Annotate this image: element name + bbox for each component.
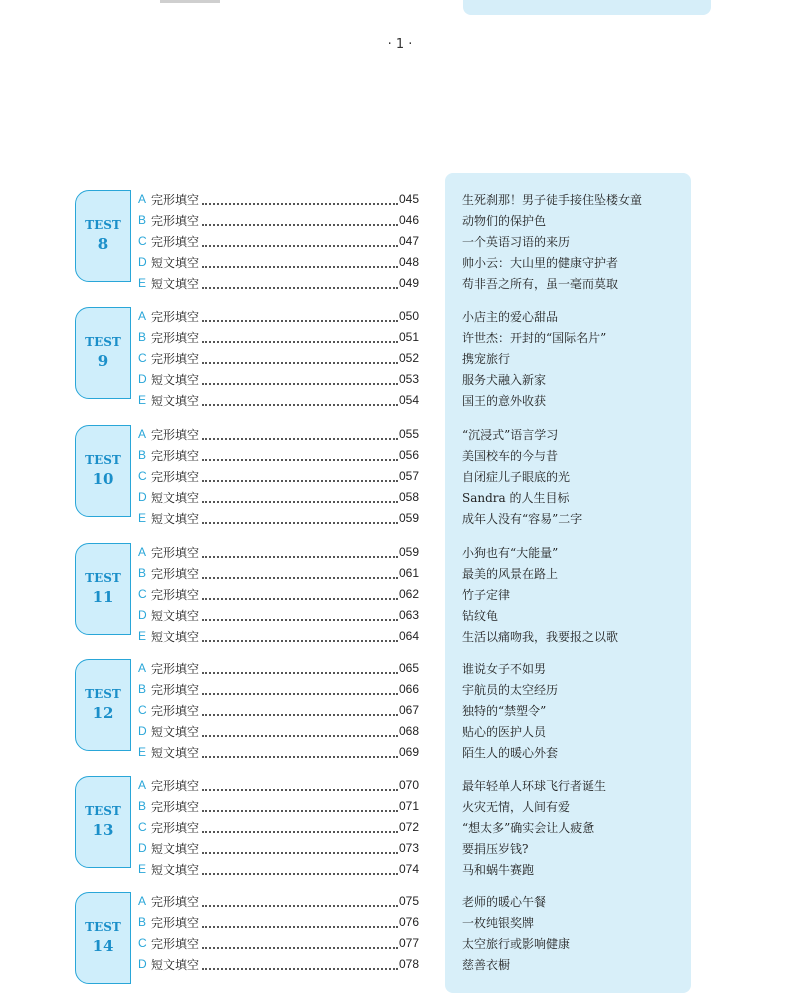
entry-page-number: 076 — [399, 915, 420, 929]
entry-page-number: 070 — [399, 778, 420, 792]
test-badge-number: 9 — [97, 352, 109, 370]
entry-page-number: 063 — [399, 608, 420, 622]
dot-leader — [202, 329, 398, 343]
entry-letter: D — [138, 490, 147, 504]
entry-title: 独特的“禁塑令” — [462, 704, 547, 718]
entry-letter: C — [138, 469, 147, 483]
dot-leader — [202, 681, 398, 695]
entry-type: 完形填空 — [151, 821, 200, 835]
toc-entry[interactable] — [0, 659, 790, 680]
entry-letter: A — [138, 661, 147, 675]
entry-type: 完形填空 — [151, 235, 200, 249]
dot-leader — [202, 723, 398, 737]
entry-title: 要捐压岁钱? — [462, 842, 529, 856]
entry-letter: E — [138, 393, 147, 407]
entry-title: 陌生人的暖心外套 — [462, 746, 559, 760]
entry-page-number: 059 — [399, 545, 420, 559]
toc-entry[interactable] — [0, 328, 790, 349]
test-badge-number: 13 — [92, 821, 114, 839]
entry-type: 完形填空 — [151, 588, 200, 602]
toc-entry[interactable] — [0, 776, 790, 797]
entry-page-number: 071 — [399, 799, 420, 813]
entry-type: 完形填空 — [151, 779, 200, 793]
test-group — [0, 647, 790, 760]
dot-leader — [202, 840, 398, 854]
entry-letter: A — [138, 309, 147, 323]
dot-leader — [202, 308, 398, 322]
entry-title: 老师的暖心午餐 — [462, 895, 547, 909]
dot-leader — [202, 447, 398, 461]
entry-title: 最年轻单人环球飞行者诞生 — [462, 779, 607, 793]
entry-page-number: 062 — [399, 587, 420, 601]
entry-letter: A — [138, 894, 147, 908]
entry-title: 小狗也有“大能量” — [462, 546, 559, 560]
entry-page-number: 049 — [399, 276, 420, 290]
entry-page-number: 078 — [399, 957, 420, 971]
entry-title: “沉浸式”语言学习 — [462, 428, 559, 442]
dot-leader — [202, 956, 398, 970]
entry-title: 一枚纯银奖牌 — [462, 916, 535, 930]
entry-title: Sandra 的人生目标 — [462, 491, 570, 505]
entry-type: 短文填空 — [151, 512, 200, 526]
entry-page-number: 068 — [399, 724, 420, 738]
toc-entry[interactable] — [0, 892, 790, 913]
toc-entry[interactable] — [0, 190, 790, 211]
dot-leader — [202, 544, 398, 558]
dot-leader — [202, 660, 398, 674]
entry-page-number: 066 — [399, 682, 420, 696]
entry-page-number: 057 — [399, 469, 420, 483]
toc-entry[interactable] — [0, 627, 790, 648]
dot-leader — [202, 935, 398, 949]
entry-type: 完形填空 — [151, 800, 200, 814]
dot-leader — [202, 510, 398, 524]
dot-leader — [202, 628, 398, 642]
entry-page-number: 053 — [399, 372, 420, 386]
toc-entry[interactable] — [0, 349, 790, 370]
toc-entry[interactable] — [0, 467, 790, 488]
entry-title: 服务犬融入新家 — [462, 373, 547, 387]
entry-letter: A — [138, 192, 147, 206]
entry-letter: C — [138, 234, 147, 248]
entry-letter: B — [138, 213, 147, 227]
entry-type: 完形填空 — [151, 895, 200, 909]
entry-page-number: 061 — [399, 566, 420, 580]
entry-title: “想太多”确实会让人疲惫 — [462, 821, 595, 835]
dot-leader — [202, 777, 398, 791]
toc-entry[interactable] — [0, 391, 790, 412]
dot-leader — [202, 350, 398, 364]
entry-page-number: 052 — [399, 351, 420, 365]
entry-title: 国王的意外收获 — [462, 394, 547, 408]
toc-entry[interactable] — [0, 370, 790, 391]
dot-leader — [202, 371, 398, 385]
entry-type: 完形填空 — [151, 193, 200, 207]
entry-page-number: 075 — [399, 894, 420, 908]
test-group — [0, 295, 790, 408]
toc-entry[interactable] — [0, 797, 790, 818]
test-badge-label: TEST — [85, 335, 121, 349]
dot-leader — [202, 254, 398, 268]
entry-type: 完形填空 — [151, 470, 200, 484]
entry-title: 美国校车的今与昔 — [462, 449, 559, 463]
entry-page-number: 069 — [399, 745, 420, 759]
test-badge-label: TEST — [85, 687, 121, 701]
dot-leader — [202, 861, 398, 875]
entry-page-number: 054 — [399, 393, 420, 407]
entry-page-number: 077 — [399, 936, 420, 950]
toc-entry[interactable] — [0, 585, 790, 606]
entry-type: 完形填空 — [151, 937, 200, 951]
entry-letter: B — [138, 915, 147, 929]
entry-type: 短文填空 — [151, 609, 200, 623]
entry-page-number: 072 — [399, 820, 420, 834]
entry-page-number: 046 — [399, 213, 420, 227]
entry-letter: C — [138, 351, 147, 365]
test-badge-number: 11 — [92, 588, 114, 606]
toc-entry[interactable] — [0, 701, 790, 722]
entry-letter: E — [138, 276, 147, 290]
entry-letter: B — [138, 330, 147, 344]
entry-type: 完形填空 — [151, 546, 200, 560]
entry-title: 宇航员的太空经历 — [462, 683, 559, 697]
entry-title: 火灾无情，人间有爱 — [462, 800, 571, 814]
dot-leader — [202, 233, 398, 247]
dot-leader — [202, 914, 398, 928]
entry-title: 钻纹龟 — [462, 609, 499, 623]
test-badge-number: 10 — [92, 470, 114, 488]
dot-leader — [202, 392, 398, 406]
test-group — [0, 531, 790, 644]
entry-title: 竹子定律 — [462, 588, 511, 602]
toc-entry[interactable] — [0, 232, 790, 253]
dot-leader — [202, 607, 398, 621]
entry-title: 自闭症儿子眼底的光 — [462, 470, 571, 484]
entry-page-number: 048 — [399, 255, 420, 269]
test-group — [0, 880, 790, 985]
entry-type: 完形填空 — [151, 428, 200, 442]
toc-entry[interactable] — [0, 564, 790, 585]
entry-letter: D — [138, 255, 147, 269]
entry-page-number: 047 — [399, 234, 420, 248]
entry-letter: D — [138, 372, 147, 386]
entry-type: 完形填空 — [151, 310, 200, 324]
entry-letter: C — [138, 587, 147, 601]
dot-leader — [202, 819, 398, 833]
entry-letter: B — [138, 566, 147, 580]
entry-title: 贴心的医护人员 — [462, 725, 547, 739]
entry-type: 短文填空 — [151, 394, 200, 408]
entry-title: 最美的风景在路上 — [462, 567, 559, 581]
previous-page-fragment-line — [160, 0, 220, 3]
toc-entry[interactable] — [0, 543, 790, 564]
entry-page-number: 074 — [399, 862, 420, 876]
entry-letter: E — [138, 862, 147, 876]
entry-type: 完形填空 — [151, 567, 200, 581]
entry-type: 短文填空 — [151, 630, 200, 644]
entry-letter: A — [138, 427, 147, 441]
entry-title: 动物们的保护色 — [462, 214, 547, 228]
test-badge-label: TEST — [85, 218, 121, 232]
entry-type: 完形填空 — [151, 331, 200, 345]
entry-type: 短文填空 — [151, 256, 200, 270]
toc-entry[interactable] — [0, 274, 790, 295]
entry-title: 小店主的爱心甜品 — [462, 310, 559, 324]
test-badge-number: 14 — [92, 937, 114, 955]
entry-title: 帅小云：大山里的健康守护者 — [462, 256, 619, 270]
test-group — [0, 178, 790, 291]
entry-page-number: 045 — [399, 192, 420, 206]
toc-entry[interactable] — [0, 934, 790, 955]
toc-entry[interactable] — [0, 722, 790, 743]
entry-type: 完形填空 — [151, 704, 200, 718]
entry-title: 慈善衣橱 — [462, 958, 511, 972]
dot-leader — [202, 275, 398, 289]
entry-type: 短文填空 — [151, 958, 200, 972]
toc-entry[interactable] — [0, 446, 790, 467]
entry-page-number: 073 — [399, 841, 420, 855]
test-badge-label: TEST — [85, 920, 121, 934]
entry-letter: B — [138, 682, 147, 696]
test-badge-label: TEST — [85, 571, 121, 585]
dot-leader — [202, 798, 398, 812]
entry-type: 短文填空 — [151, 277, 200, 291]
toc-entry[interactable] — [0, 839, 790, 860]
entry-letter: D — [138, 841, 147, 855]
entry-page-number: 055 — [399, 427, 420, 441]
entry-title: 太空旅行或影响健康 — [462, 937, 571, 951]
entry-page-number: 059 — [399, 511, 420, 525]
toc-entry[interactable] — [0, 680, 790, 701]
entry-type: 完形填空 — [151, 916, 200, 930]
test-badge-label: TEST — [85, 804, 121, 818]
entry-type: 短文填空 — [151, 491, 200, 505]
entry-letter: D — [138, 608, 147, 622]
entry-type: 短文填空 — [151, 746, 200, 760]
entry-letter: C — [138, 820, 147, 834]
dot-leader — [202, 893, 398, 907]
toc-entry[interactable] — [0, 955, 790, 976]
toc-entry[interactable] — [0, 425, 790, 446]
toc-entry[interactable] — [0, 860, 790, 881]
entry-page-number: 065 — [399, 661, 420, 675]
dot-leader — [202, 489, 398, 503]
dot-leader — [202, 191, 398, 205]
entry-page-number: 056 — [399, 448, 420, 462]
toc-entry[interactable] — [0, 743, 790, 764]
toc-entry[interactable] — [0, 307, 790, 328]
entry-page-number: 050 — [399, 309, 420, 323]
toc-entry[interactable] — [0, 253, 790, 274]
entry-type: 完形填空 — [151, 683, 200, 697]
entry-type: 完形填空 — [151, 662, 200, 676]
dot-leader — [202, 744, 398, 758]
entry-letter: E — [138, 629, 147, 643]
entry-title: 许世杰：开封的“国际名片” — [462, 331, 607, 345]
entry-letter: B — [138, 799, 147, 813]
dot-leader — [202, 426, 398, 440]
entry-title: 一个英语习语的来历 — [462, 235, 571, 249]
toc-entry[interactable] — [0, 818, 790, 839]
test-badge-number: 8 — [97, 235, 109, 253]
entry-letter: B — [138, 448, 147, 462]
entry-page-number: 064 — [399, 629, 420, 643]
toc-entry[interactable] — [0, 509, 790, 530]
entry-letter: E — [138, 511, 147, 525]
test-badge-number: 12 — [92, 704, 114, 722]
toc-entry[interactable] — [0, 211, 790, 232]
entry-page-number: 051 — [399, 330, 420, 344]
entry-title: 成年人没有“容易”二字 — [462, 512, 583, 526]
toc-entry[interactable] — [0, 488, 790, 509]
dot-leader — [202, 468, 398, 482]
entry-letter: C — [138, 703, 147, 717]
entry-page-number: 058 — [399, 490, 420, 504]
entry-title: 生死刹那！男子徒手接住坠楼女童 — [462, 193, 643, 207]
entry-title: 携宠旅行 — [462, 352, 511, 366]
dot-leader — [202, 586, 398, 600]
entry-type: 完形填空 — [151, 214, 200, 228]
toc-entry[interactable] — [0, 913, 790, 934]
page-number: · 1 · — [387, 37, 413, 52]
entry-type: 完形填空 — [151, 352, 200, 366]
entry-type: 短文填空 — [151, 725, 200, 739]
entry-title: 谁说女子不如男 — [462, 662, 547, 676]
test-group — [0, 764, 790, 877]
test-badge-label: TEST — [85, 453, 121, 467]
dot-leader — [202, 565, 398, 579]
entry-type: 短文填空 — [151, 373, 200, 387]
previous-page-fragment-panel — [463, 0, 711, 15]
entry-title: 苟非吾之所有，虽一毫而莫取 — [462, 277, 619, 291]
entry-letter: E — [138, 745, 147, 759]
entry-page-number: 067 — [399, 703, 420, 717]
entry-letter: D — [138, 724, 147, 738]
entry-letter: D — [138, 957, 147, 971]
dot-leader — [202, 702, 398, 716]
entry-type: 短文填空 — [151, 842, 200, 856]
entry-letter: C — [138, 936, 147, 950]
entry-type: 短文填空 — [151, 863, 200, 877]
entry-letter: A — [138, 778, 147, 792]
entry-title: 马和蜗牛赛跑 — [462, 863, 535, 877]
toc-entry[interactable] — [0, 606, 790, 627]
test-group — [0, 413, 790, 526]
entry-title: 生活以痛吻我，我要报之以歌 — [462, 630, 619, 644]
entry-letter: A — [138, 545, 147, 559]
dot-leader — [202, 212, 398, 226]
entry-type: 完形填空 — [151, 449, 200, 463]
